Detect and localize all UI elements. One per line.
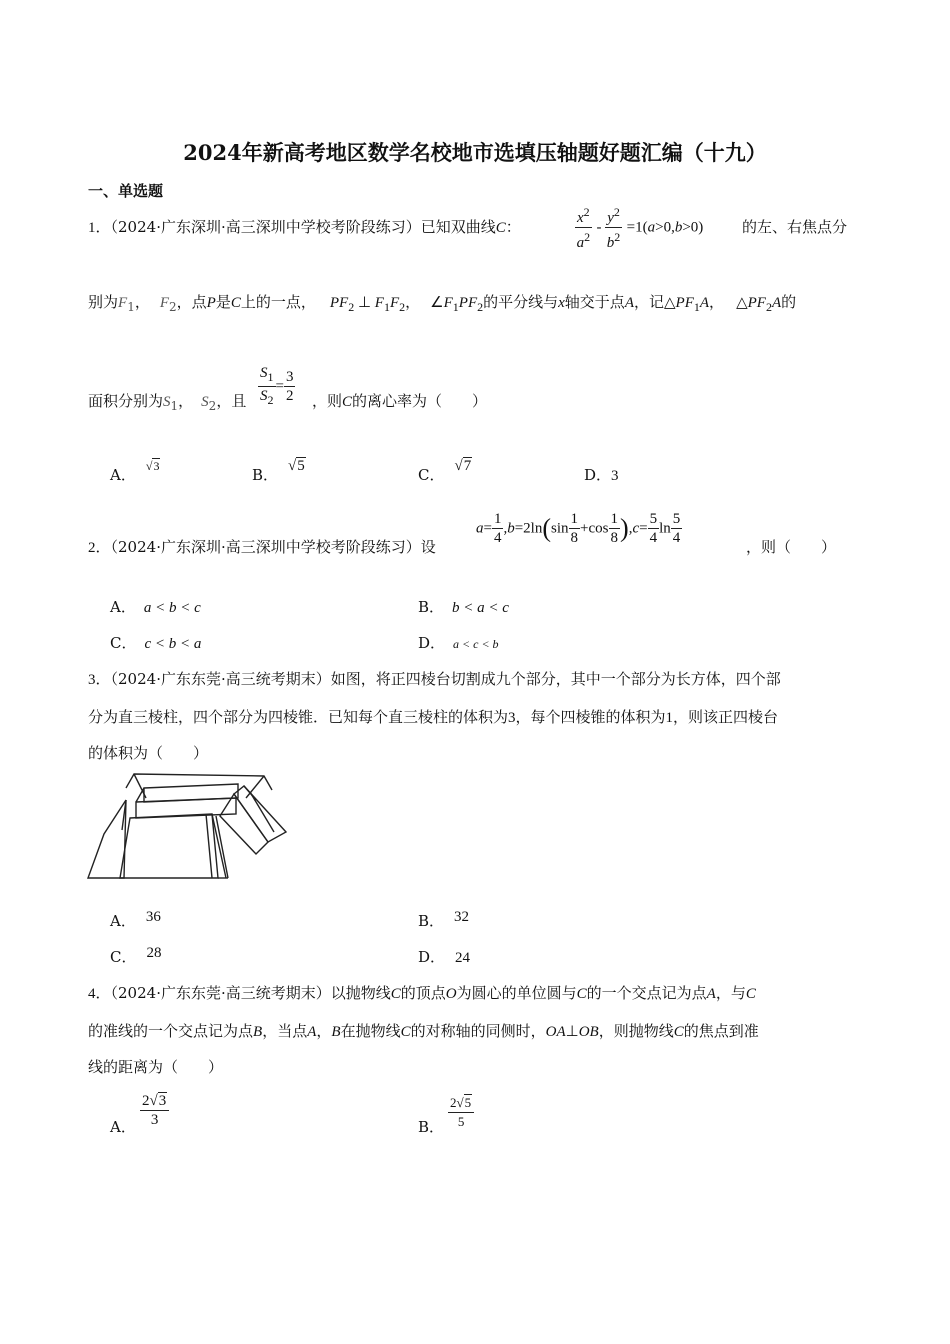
q2-expression: a= $\frac{1}{4}$ ,b=2ln(sin $\frac{1}{8}$ +cos $\frac{1}{8}$ ),c= $\frac{5}{4}$ ln $\frac{5}{4}$ [476, 511, 681, 546]
q4-option-b-value: $\frac{2√5}{5}$ [448, 1094, 474, 1131]
q1-option-b[interactable]: B． √5 [252, 458, 305, 484]
q3-line1: 3．（2024·广东东莞·高三统考期末）如图，将正四棱台切割成九个部分，其中一个部分为长方体，四个部 [88, 670, 781, 688]
q1-number: 1． [88, 220, 111, 236]
q1-option-d[interactable]: D．3 [584, 466, 619, 484]
q1-line3: 面积分别为$S_1$， $S_2$，且 [88, 392, 247, 413]
section-heading: 一、单选题 [88, 182, 164, 200]
q2-option-b[interactable]: B． b < a < c [418, 598, 509, 616]
frustum-figure [86, 770, 296, 882]
q2-option-d[interactable]: D． a < c < b [418, 634, 499, 652]
q3-line2: 分为直三棱柱，四个部分为四棱锥．已知每个直三棱柱的体积为3，每个四棱锥的体积为1，则该正四棱台 [88, 708, 779, 726]
q1-option-c[interactable]: C． √7 [418, 458, 472, 484]
q3-option-b[interactable]: B． 32 [418, 909, 470, 930]
q4-option-b[interactable]: B． [418, 1118, 445, 1136]
q4-line3: 线的距离为（ ） [88, 1058, 224, 1076]
q2-option-c[interactable]: C． c < b < a [110, 634, 202, 652]
q1-line2: 别为$F_1$， $F_2$，点P是C上的一点， $PF_2$ ⊥ $F_1F_2$， $\angle F_1PF_2$的平分线与x轴交于点A，记$\triangle PF_1A$， $\triangle PF_2A$的 [88, 293, 797, 314]
q4-line2: 的准线的一个交点记为点B，当点A，B在抛物线C的对称轴的同侧时，OA⊥OB，则抛物线C的焦点到准 [88, 1022, 759, 1040]
page-title: 2024年新高考地区数学名校地市选填压轴题好题汇编（十九） [183, 140, 767, 165]
q2-option-a[interactable]: A． a < b < c [110, 598, 201, 616]
q3-line3: 的体积为（ ） [88, 744, 209, 762]
q1-hyperbola-equation: $\frac{x^2}{a^2}$ - $\frac{y^2}{b^2}$ =1(a>0,b>0) [576, 205, 704, 251]
q3-option-a[interactable]: A． 36 [110, 909, 161, 930]
q3-option-c[interactable]: C． 28 [110, 945, 162, 966]
q4-option-a-value: $\frac{2√3}{3}$ [140, 1092, 169, 1129]
q1-option-a[interactable]: A． $^{√3}$ [110, 459, 160, 484]
q1-line1: 1．（2024·广东深圳·高三深圳中学校考阶段练习）已知双曲线C： [88, 218, 521, 236]
q4-line1: 4．（2024·广东东莞·高三统考期末）以抛物线C的顶点O为圆心的单位圆与C的一个交点记为点A，与C [88, 984, 756, 1002]
q4-option-a[interactable]: A． [110, 1118, 136, 1136]
q2-line1: 2．（2024·广东深圳·高三深圳中学校考阶段练习）设 [88, 538, 436, 556]
q1-ratio: $\frac{S_1}{S_2}$ = $\frac{3}{2}$ [260, 365, 294, 407]
q3-option-d[interactable]: D． 24 [418, 948, 471, 966]
q1-source: （2024·广东深圳·高三深圳中学校考阶段练习） [110, 218, 421, 236]
